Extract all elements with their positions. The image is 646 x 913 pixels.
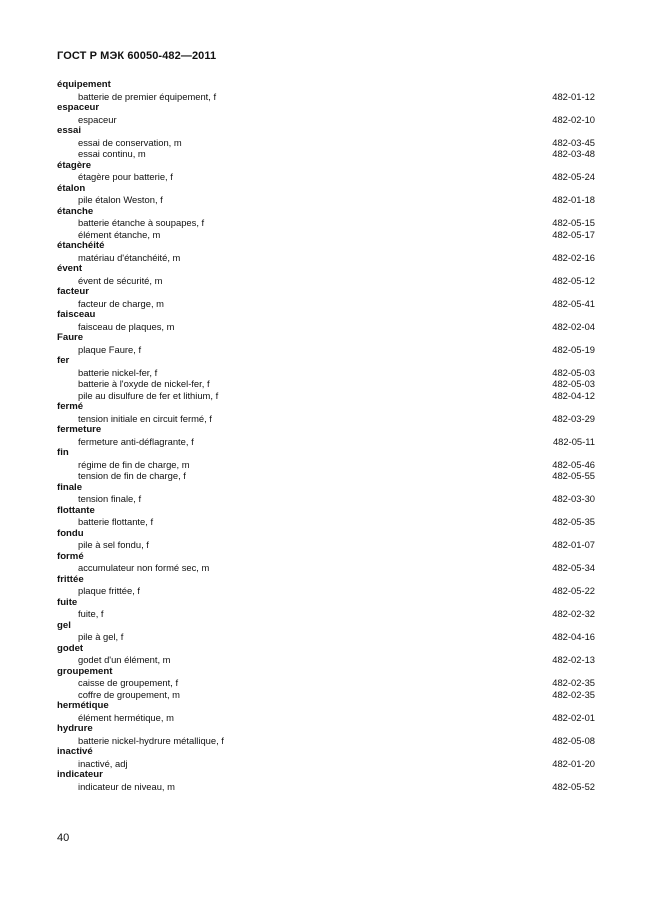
index-entry — [57, 746, 595, 769]
index-entry — [57, 574, 595, 597]
subentry-code: 482-05-35 — [552, 516, 595, 527]
subentry-code: 482-03-30 — [552, 493, 595, 504]
index-entry — [57, 332, 595, 355]
index-subentry — [57, 608, 595, 620]
index-entry — [57, 666, 595, 701]
index-subentry — [57, 677, 595, 689]
index-entry — [57, 79, 595, 102]
index-subentry — [57, 229, 595, 241]
subentry-code: 482-05-34 — [552, 562, 595, 573]
index-term: Faure — [57, 332, 84, 343]
subentry-text: accumulateur non formé sec, m — [78, 562, 210, 573]
index-entry — [57, 286, 595, 309]
subentry-text: batterie flottante, f — [78, 516, 154, 527]
subentry-text: matériau d'étanchéité, m — [78, 251, 181, 263]
subentry-text: indicateur de niveau, m — [78, 780, 175, 792]
subentry-text: batterie de premier équipement, f — [78, 90, 217, 102]
index-term: fermé — [57, 401, 84, 412]
index-entry — [57, 447, 595, 482]
page-number: 40 — [57, 832, 70, 844]
index-subentry — [57, 194, 595, 206]
subentry-code: 482-01-20 — [552, 757, 595, 769]
subentry-text: étagère pour batterie, f — [78, 171, 173, 182]
subentry-text: plaque frittée, f — [78, 585, 141, 596]
subentry-code: 482-04-16 — [552, 631, 595, 642]
index-subentry — [57, 470, 595, 482]
index-entry — [57, 206, 595, 241]
subentry-text: faisceau de plaques, m — [78, 320, 175, 332]
index-term: gel — [57, 619, 71, 631]
subentry-text: batterie nickel-fer, f — [78, 366, 158, 378]
index-term: godet — [57, 642, 84, 654]
index-subentry — [57, 275, 595, 287]
subentry-code: 482-02-01 — [552, 711, 595, 723]
index-term: étanche — [57, 205, 94, 217]
subentry-code: 482-02-32 — [552, 608, 595, 619]
index-subentry — [57, 436, 595, 448]
index-subentry — [57, 148, 595, 160]
index-entry — [57, 620, 595, 643]
index-subentry — [57, 539, 595, 551]
subentry-text: évent de sécurité, m — [78, 274, 163, 286]
subentry-text: coffre de groupement, m — [78, 688, 180, 700]
index-subentry — [57, 298, 595, 310]
subentry-code: 482-05-19 — [552, 343, 595, 355]
index-entry — [57, 505, 595, 528]
index-subentry — [57, 390, 595, 402]
index-term: indicateur — [57, 769, 103, 780]
subentry-code: 482-05-11 — [552, 435, 595, 447]
index-entry — [57, 102, 595, 125]
index-term: fer — [57, 355, 70, 366]
index-subentry — [57, 781, 595, 793]
subentry-code: 482-05-46 — [552, 458, 595, 470]
index-entry — [57, 263, 595, 286]
index-entry — [57, 700, 595, 723]
subentry-text: élément hermétique, m — [78, 711, 174, 723]
index-subentry — [57, 91, 595, 103]
index-entry — [57, 355, 595, 401]
index-term: étanchéité — [57, 240, 105, 251]
subentry-code: 482-05-24 — [552, 171, 595, 182]
index-entry — [57, 424, 595, 447]
subentry-code: 482-05-22 — [552, 585, 595, 596]
index-term: flottante — [57, 504, 95, 516]
index-subentry — [57, 758, 595, 770]
subentry-code: 482-01-18 — [552, 194, 595, 205]
subentry-code: 482-05-15 — [552, 217, 595, 228]
index-subentry — [57, 321, 595, 333]
index-subentry — [57, 344, 595, 356]
index-entry — [57, 240, 595, 263]
subentry-text: élément étanche, m — [78, 228, 161, 240]
index-entry — [57, 551, 595, 574]
index-entry — [57, 723, 595, 746]
subentry-text: tension de fin de charge, f — [78, 470, 186, 481]
index-subentry — [57, 367, 595, 379]
index-term: groupement — [57, 665, 113, 677]
subentry-text: espaceur — [78, 113, 117, 125]
subentry-code: 482-02-10 — [552, 113, 595, 125]
subentry-text: caisse de groupement, f — [78, 677, 179, 688]
index-entry — [57, 528, 595, 551]
index-term: formé — [57, 550, 84, 562]
index-subentry — [57, 585, 595, 597]
index-term: finale — [57, 481, 83, 493]
term-index — [57, 79, 595, 792]
subentry-text: batterie nickel-hydrure métallique, f — [78, 734, 224, 746]
index-subentry — [57, 137, 595, 149]
subentry-code: 482-05-12 — [552, 274, 595, 286]
index-entry — [57, 309, 595, 332]
subentry-text: essai de conservation, m — [78, 136, 182, 148]
subentry-code: 482-05-55 — [552, 470, 595, 481]
subentry-text: facteur de charge, m — [78, 297, 164, 309]
index-subentry — [57, 493, 595, 505]
subentry-text: fermeture anti-déflagrante, f — [78, 435, 194, 447]
index-subentry — [57, 114, 595, 126]
index-term: fin — [57, 447, 69, 458]
index-entry — [57, 769, 595, 792]
subentry-code: 482-03-45 — [552, 136, 595, 148]
index-term: fondu — [57, 527, 84, 539]
index-term: espaceur — [57, 102, 100, 113]
index-subentry — [57, 171, 595, 183]
index-subentry — [57, 562, 595, 574]
index-subentry — [57, 413, 595, 425]
index-term: fuite — [57, 596, 78, 608]
index-term: fermeture — [57, 424, 102, 435]
subentry-text: tension finale, f — [78, 493, 142, 504]
subentry-code: 482-04-12 — [552, 389, 595, 401]
subentry-text: tension initiale en circuit fermé, f — [78, 412, 212, 424]
index-term: étagère — [57, 159, 92, 171]
subentry-code: 482-05-03 — [552, 366, 595, 378]
index-entry — [57, 597, 595, 620]
subentry-code: 482-02-35 — [552, 677, 595, 688]
document-header: ГОСТ Р МЭК 60050-482—2011 — [57, 50, 217, 62]
subentry-code: 482-02-16 — [552, 251, 595, 263]
index-term: hydrure — [57, 723, 93, 734]
index-subentry — [57, 378, 595, 390]
index-entry — [57, 482, 595, 505]
index-subentry — [57, 689, 595, 701]
subentry-text: fuite, f — [78, 608, 104, 619]
index-term: étalon — [57, 182, 86, 194]
index-subentry — [57, 516, 595, 528]
subentry-code: 482-05-52 — [552, 780, 595, 792]
subentry-text: godet d'un élément, m — [78, 654, 171, 665]
index-subentry — [57, 252, 595, 264]
subentry-text: pile à sel fondu, f — [78, 539, 149, 550]
subentry-code: 482-01-07 — [552, 539, 595, 550]
subentry-code: 482-03-48 — [552, 148, 595, 159]
index-entry — [57, 183, 595, 206]
index-entry — [57, 160, 595, 183]
subentry-code: 482-03-29 — [552, 412, 595, 424]
index-subentry — [57, 735, 595, 747]
index-subentry — [57, 712, 595, 724]
subentry-code: 482-05-41 — [552, 297, 595, 309]
index-term: équipement — [57, 79, 111, 90]
index-subentry — [57, 631, 595, 643]
index-entry — [57, 643, 595, 666]
subentry-text: pile à gel, f — [78, 631, 124, 642]
subentry-code: 482-02-04 — [552, 320, 595, 332]
subentry-text: batterie à l'oxyde de nickel-fer, f — [78, 378, 210, 389]
subentry-code: 482-05-17 — [552, 228, 595, 240]
index-term: frittée — [57, 573, 84, 585]
subentry-text: pile au disulfure de fer et lithium, f — [78, 389, 219, 401]
index-term: faisceau — [57, 309, 96, 320]
index-term: évent — [57, 263, 83, 274]
index-term: hermétique — [57, 700, 109, 711]
index-subentry — [57, 654, 595, 666]
subentry-text: régime de fin de charge, m — [78, 458, 190, 470]
subentry-code: 482-02-13 — [552, 654, 595, 665]
index-term: facteur — [57, 286, 89, 297]
subentry-code: 482-05-08 — [552, 734, 595, 746]
index-subentry — [57, 459, 595, 471]
subentry-text: pile étalon Weston, f — [78, 194, 163, 205]
index-entry — [57, 125, 595, 160]
subentry-code: 482-05-03 — [552, 378, 595, 389]
index-entry — [57, 401, 595, 424]
subentry-text: essai continu, m — [78, 148, 146, 159]
index-term: inactivé — [57, 746, 93, 757]
subentry-text: inactivé, adj — [78, 757, 128, 769]
subentry-text: plaque Faure, f — [78, 343, 142, 355]
index-subentry — [57, 217, 595, 229]
subentry-code: 482-02-35 — [552, 688, 595, 700]
subentry-text: batterie étanche à soupapes, f — [78, 217, 205, 228]
index-term: essai — [57, 125, 82, 136]
subentry-code: 482-01-12 — [552, 90, 595, 102]
